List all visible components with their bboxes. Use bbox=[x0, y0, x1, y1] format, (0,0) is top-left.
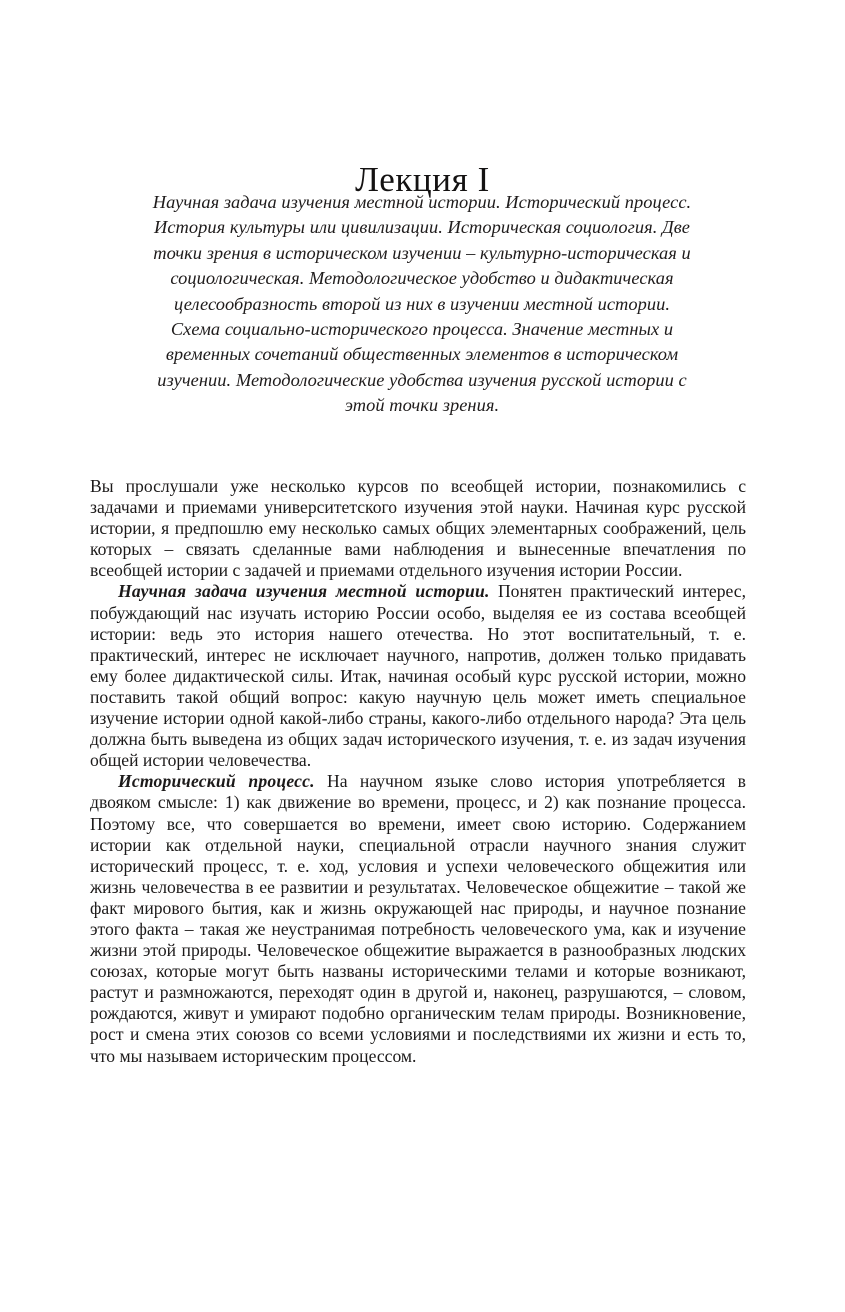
paragraph-3-text: На научном языке слово история употребляется в двояком смысле: 1) как движение во времени, процесс, и 2) как познание процесса. Поэтому все, что совершается во времени, имеет свою историю. Содержанием истории как отдельной науки, специальной отрасли научного знания служит исторический процесс, т. е. ход, условия и успехи человеческого общежития или жизнь человечества в ее развитии и результатах. Человеческое общежитие – такой же факт мирового бытия, как и жизнь окружающей нас природы, и научное познание этого факта – такая же неустранимая потребность человеческого ума, как и изучение жизни этой природы. Человеческое общежитие выражается в разнообразных людских союзах, которые могут быть названы историческими телами и которые возникают, растут и размножаются, переходят один в другой и, наконец, разрушаются, – словом, рождаются, живут и умирают подобно органическим телам природы. Возникновение, рост и смена этих союзов со всеми условиями и последствиями их жизни и есть то, что мы называем историческим процессом. bbox=[90, 771, 746, 1066]
paragraph-2-lead-in: Научная задача изучения местной истории. bbox=[118, 581, 490, 602]
paragraph-3-lead-in: Исторический процесс. bbox=[118, 771, 315, 792]
epigraph-summary: Научная задача изучения местной истории. Исторический процесс. История культуры или цивилизации. Историческая социология. Две точки зрения в историческом изучении – культурно-историческая и социологическая. Методологическое удобство и дидактическая целесообразность второй из них в изучении местной истории. Схема социально-исторического процесса. Значение местных и временных сочетаний общественных элементов в историческом изучении. Методологические удобства изучения русской истории с этой точки зрения. bbox=[152, 192, 692, 416]
paragraph-1 bbox=[90, 476, 746, 581]
paragraph-1-text: Вы прослушали уже несколько курсов по всеобщей истории, познакомились с задачами и приемами университетского изучения этой науки. Начиная курс русской истории, я предпошлю ему несколько самых общих элементарных соображений, цель которых – связать сделанные вами наблюдения и вынесенные впечатления по всеобщей истории с задачей и приемами отдельного изучения истории России. bbox=[90, 476, 746, 581]
paragraph-3 bbox=[90, 771, 746, 1066]
paragraph-2 bbox=[90, 581, 746, 771]
body-text bbox=[90, 476, 746, 1067]
paragraph-2-text: Понятен практический интерес, побуждающий нас изучать историю России особо, выделяя ее из состава всеобщей истории: ведь это история нашего отечества. Но этот воспитательный, т. е. практический, интерес не исключает научного, напротив, должен только придавать ему более дидактической силы. Итак, начиная особый курс русской истории, можно поставить такой общий вопрос: какую научную цель может иметь специальное изучение истории одной какой-либо страны, какого-либо отдельного народа? Эта цель должна быть выведена из общих задач исторического изучения, т. е. из задач изучения общей истории человечества. bbox=[90, 581, 746, 771]
page-title: Лекция I bbox=[355, 160, 490, 200]
